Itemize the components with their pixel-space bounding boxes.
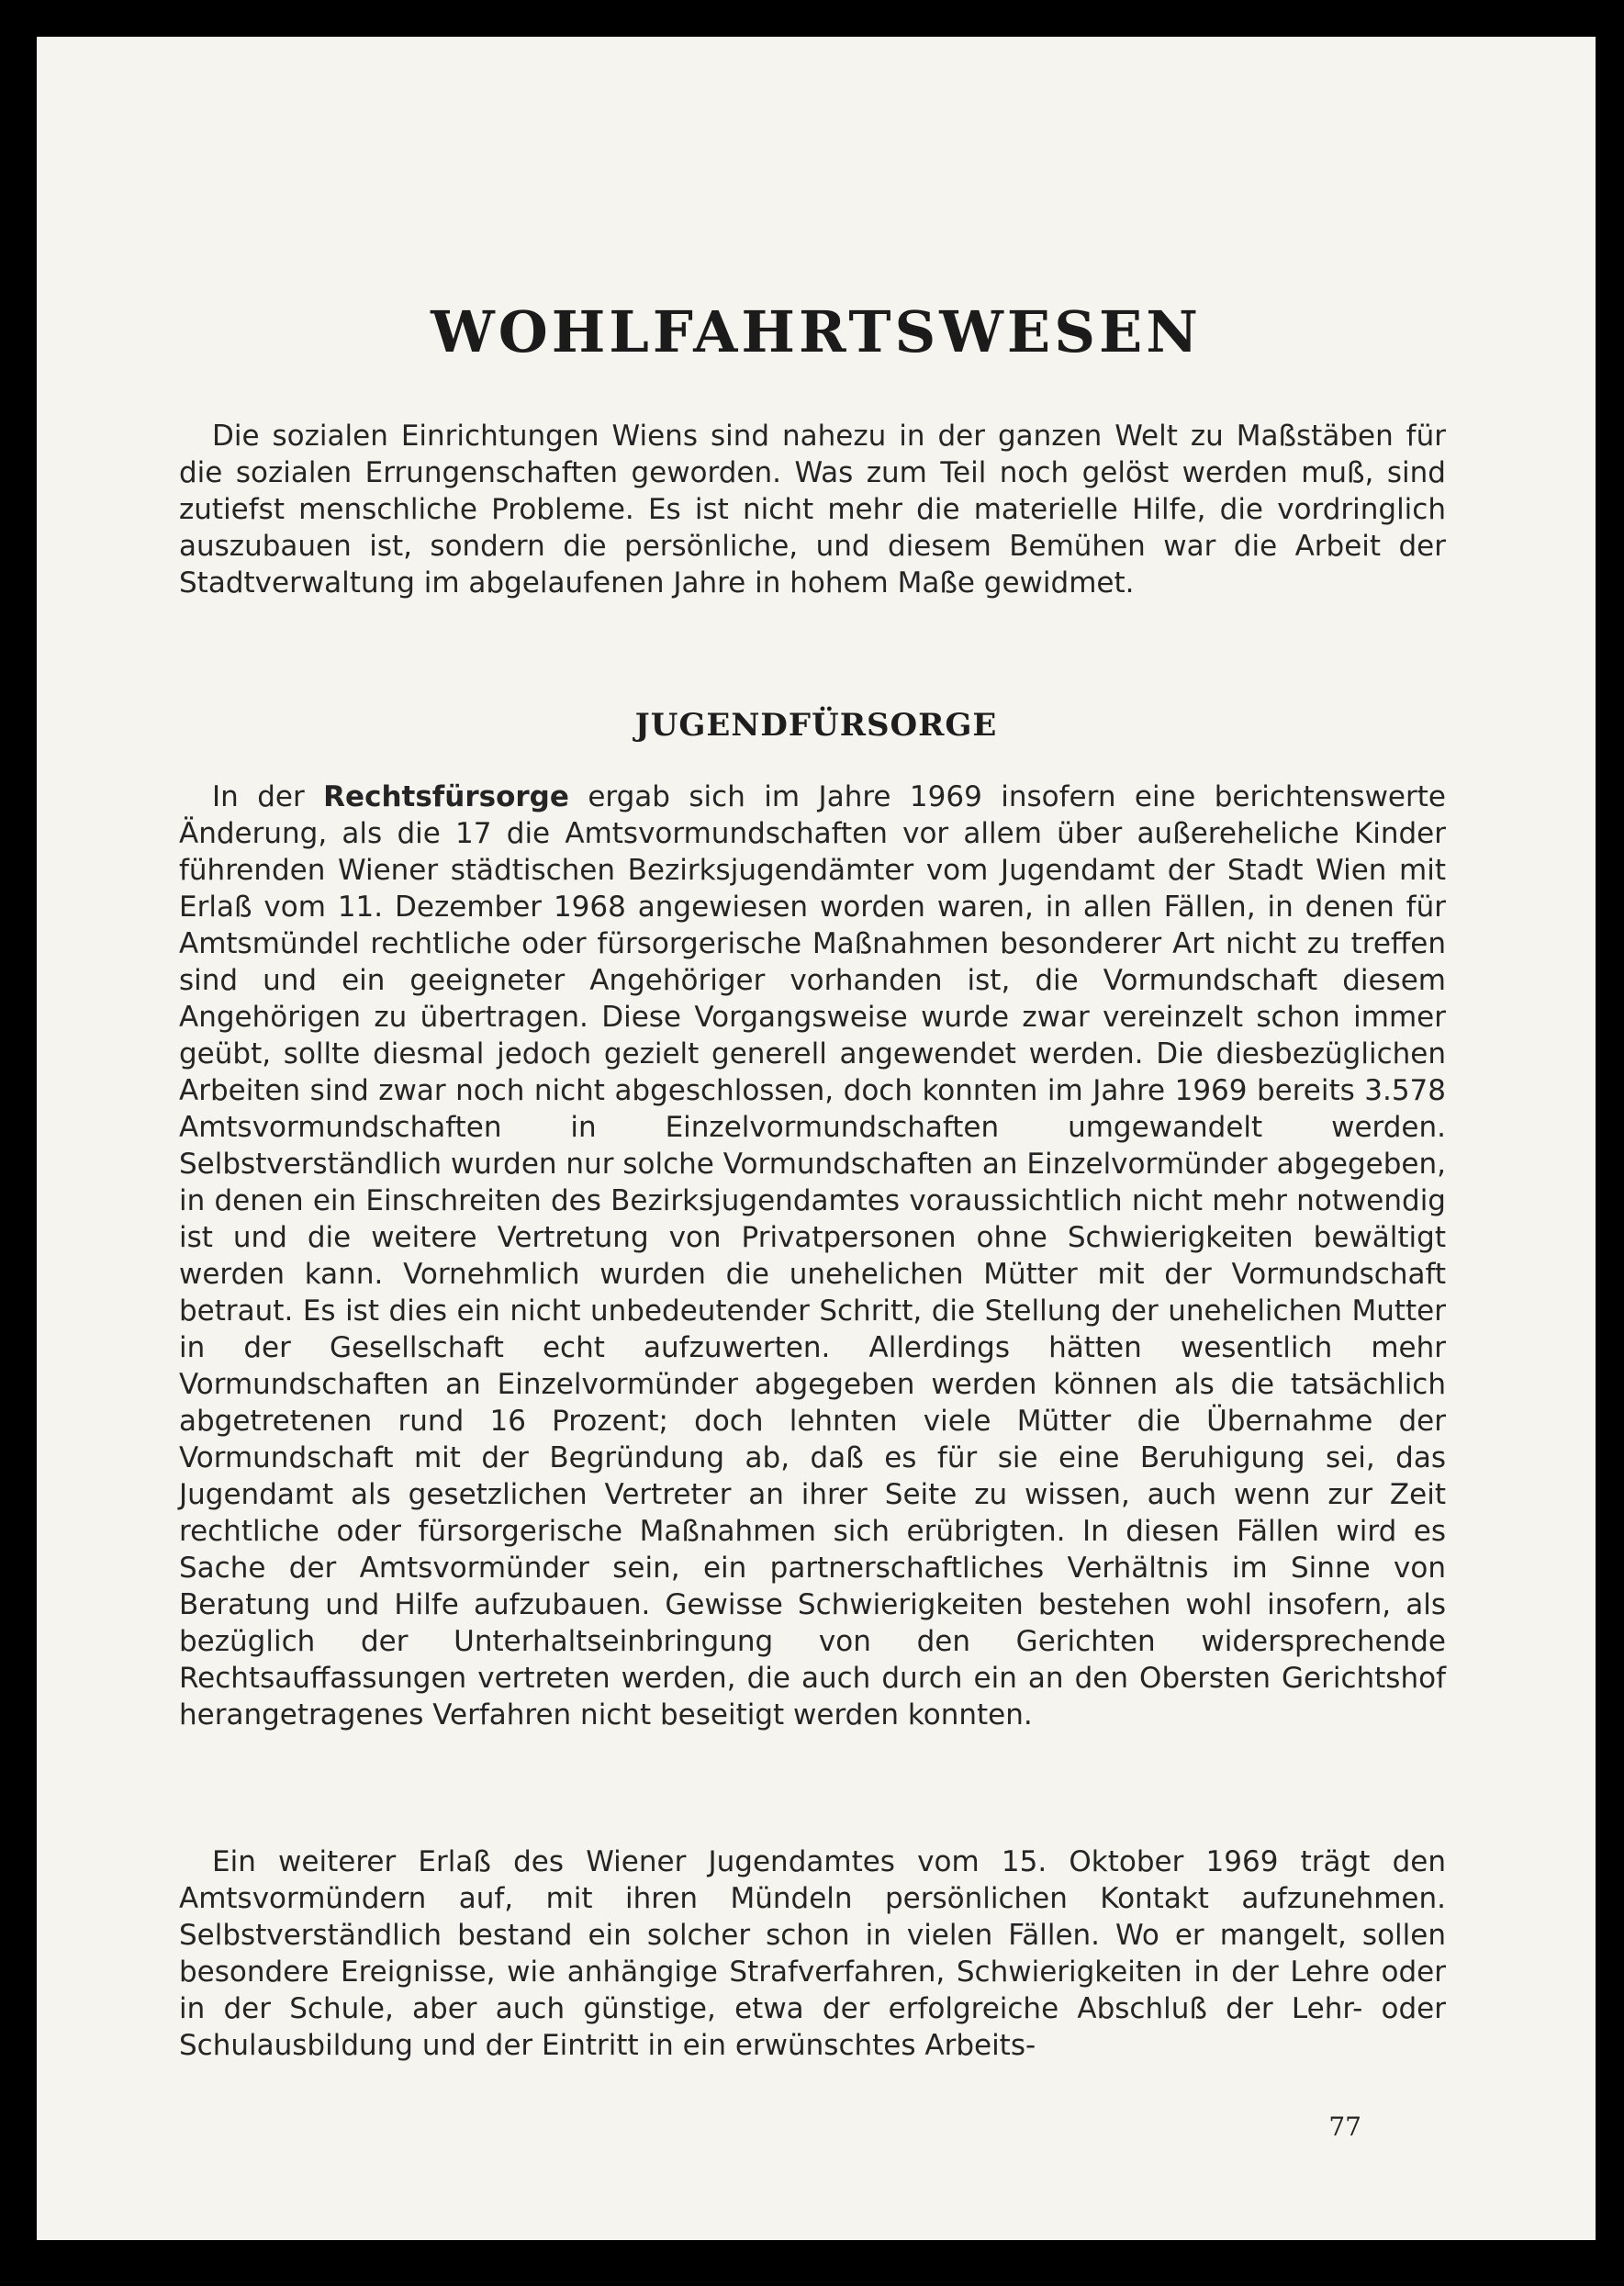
page-number: 77 — [1328, 2112, 1361, 2142]
paragraph-lead: In der — [212, 780, 324, 813]
paragraph-rechtsfuersorge — [179, 779, 1446, 1733]
paragraph-erlass: Ein weiterer Erlaß des Wiener Jugendamtes vom 15. Oktober 1969 trägt den Amtsvormündern auf, mit ihren Mündeln persönlichen Kontakt aufzunehmen. Selbstverständlich bestand ein solcher schon in vielen Fällen. Wo er mangelt, sollen besondere Ereignisse, wie anhängige Strafverfahren, Schwierigkeiten in der Lehre oder in der Schule, aber auch günstige, etwa der erfolgreiche Abschluß der Lehr- oder Schulausbildung und der Eintritt in ein erwünschtes Arbeits- — [179, 1845, 1446, 2062]
paragraph-body: ergab sich im Jahre 1969 insofern eine berichtenswerte Änderung, als die 17 die Amtsvormundschaften vor allem über außereheliche Kinder führenden Wiener städtischen Bezirksjugendämter vom Jugendamt der Stadt Wien mit Erlaß vom 11. Dezember 1968 angewiesen worden waren, in allen Fällen, in denen für Amtsmündel rechtliche oder fürsorgerische Maßnahmen besonderer Art nicht zu treffen sind und ein geeigneter Angehöriger vorhanden ist, die Vormundschaft diesem Angehörigen zu übertragen. Diese Vorgangsweise wurde zwar vereinzelt schon immer geübt, sollte diesmal jedoch gezielt generell angewendet werden. Die diesbezüglichen Arbeiten sind zwar noch nicht abgeschlossen, doch konnten im Jahre 1969 bereits 3.578 Amtsvormundschaften in Einzelvormundschaften umgewandelt werden. Selbstverständlich wurden nur solche Vormundschaften an Einzelvormünder abgegeben, in denen ein Einschreiten des Bezirksjugendamtes voraussichtlich nicht mehr notwendig ist und die weitere Vertretung von Privatpersonen ohne Schwierigkeiten bewältigt werden kann. Vornehmlich wurden die unehelichen Mütter mit der Vormundschaft betraut. Es ist dies ein nicht unbedeutender Schritt, die Stellung der unehelichen Mutter in der Gesellschaft echt aufzuwerten. Allerdings hätten wesentlich mehr Vormundschaften an Einzelvormünder abgegeben werden können als die tatsächlich abgetretenen rund 16 Prozent; doch lehnten viele Mütter die Übernahme der Vormundschaft mit der Begründung ab, daß es für sie eine Beruhigung sei, das Jugendamt als gesetzlichen Vertreter an ihrer Seite zu wissen, auch wenn zur Zeit rechtliche oder fürsorgerische Maßnahmen sich erübrigten. In diesen Fällen wird es Sache der Amtsvormünder sein, ein partnerschaftliches Verhältnis im Sinne von Beratung und Hilfe aufzubauen. Gewisse Schwierigkeiten bestehen wohl insofern, als bezüglich der Unterhaltseinbringung von den Gerichten widersprechende Rechtsauffassungen vertreten werden, die auch durch ein an den Obersten Gerichtshof herangetragenes Verfahren nicht beseitigt werden konnten. — [179, 780, 1446, 1731]
page-title: WOHLFAHRTSWESEN — [431, 298, 1202, 365]
document-page — [37, 37, 1596, 2240]
bold-term: Rechtsfürsorge — [323, 780, 569, 813]
intro-paragraph: Die sozialen Einrichtungen Wiens sind nahezu in der ganzen Welt zu Maßstäben für die sozialen Errungenschaften geworden. Was zum Teil noch gelöst werden muß, sind zutiefst menschliche Probleme. Es ist nicht mehr die materielle Hilfe, die vordringlich auszubauen ist, sondern die persönliche, und diesem Bemühen war die Arbeit der Stadtverwaltung im abgelaufenen Jahre in hohem Maße gewidmet. — [179, 420, 1446, 600]
section-heading: JUGENDFÜRSORGE — [634, 707, 998, 744]
